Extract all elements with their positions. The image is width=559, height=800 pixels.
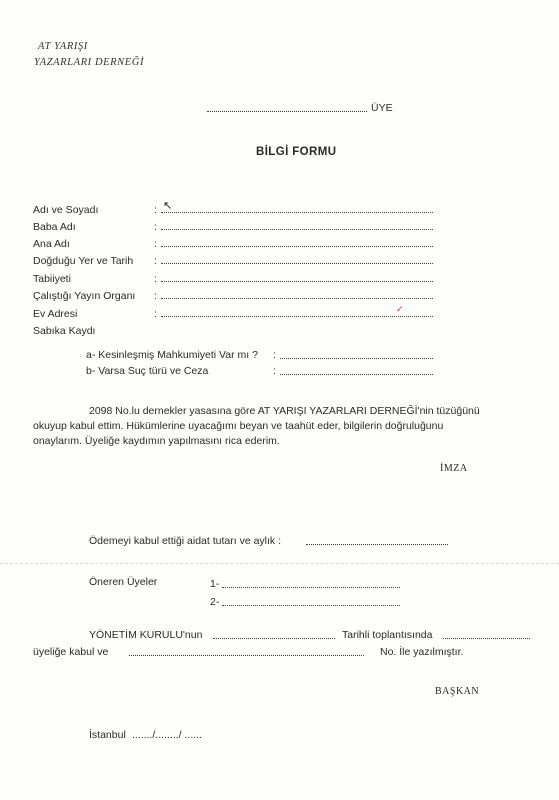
field-label-birthplace-date: Doğduğu Yer ve Tarih	[33, 255, 134, 267]
subfield-colon: :	[273, 365, 276, 377]
board-text-1: YÖNETİM KURULU'nun	[89, 629, 203, 641]
form-title: BİLGİ FORMU	[256, 146, 337, 158]
field-line-publication[interactable]	[161, 298, 433, 299]
subfield-colon: :	[273, 349, 276, 361]
field-line-address[interactable]	[161, 316, 433, 317]
field-line-father-name[interactable]	[161, 229, 433, 230]
place-label: İstanbul	[89, 729, 126, 741]
referrer-line-2[interactable]	[222, 605, 400, 606]
board-text-2: Tarihli toplantısında	[342, 629, 433, 641]
referrer-number-1: 1-	[210, 578, 220, 590]
field-line-mother-name[interactable]	[161, 246, 433, 247]
field-label-nationality: Tabiiyeti	[33, 273, 71, 285]
field-colon: :	[154, 290, 157, 302]
declaration-line2: okuyup kabul ettim. Hükümlerine uyacağımı beyan ve taahüt eder, bilgilerin doğruluğunu	[33, 420, 444, 432]
date-field[interactable]: ......./......../ ......	[132, 729, 203, 741]
board-acceptance-line[interactable]	[129, 655, 364, 656]
subfield-line-conviction[interactable]	[280, 358, 433, 359]
referrer-line-1[interactable]	[222, 587, 400, 588]
field-label-father-name: Baba Adı	[33, 221, 76, 233]
subfield-label-crime-type: b- Varsa Suç türü ve Ceza	[86, 365, 209, 377]
field-colon: :	[154, 221, 157, 233]
payment-line[interactable]	[306, 544, 448, 545]
field-colon: :	[154, 308, 157, 320]
field-label-mother-name: Ana Adı	[33, 238, 70, 250]
field-label-address: Ev Adresi	[33, 308, 78, 320]
board-date-line[interactable]	[443, 638, 530, 639]
cursor-mark-icon: ↖	[163, 200, 173, 212]
field-line-birthplace-date[interactable]	[161, 263, 433, 264]
field-colon: :	[154, 238, 157, 250]
field-line-name[interactable]	[161, 212, 433, 213]
pen-mark-icon: ✓	[396, 304, 404, 314]
member-label: ÜYE	[371, 102, 393, 114]
field-label-publication: Çalıştığı Yayın Organı	[33, 290, 136, 302]
board-meeting-line[interactable]	[213, 638, 335, 639]
field-line-nationality[interactable]	[161, 281, 433, 282]
subfield-label-conviction: a- Kesinleşmiş Mahkumiyeti Var mı ?	[86, 349, 258, 361]
referrer-number-2: 2-	[210, 596, 220, 608]
field-colon: :	[154, 204, 157, 216]
referrers-label: Öneren Üyeler	[89, 576, 158, 588]
subfield-line-crime-type[interactable]	[280, 374, 433, 375]
page-fold-line	[0, 563, 559, 564]
signature-label: İMZA	[440, 463, 468, 474]
declaration-line3: onaylarım. Üyeliğe kaydımın yapılmasını rica ederim.	[33, 435, 280, 447]
org-name-line2: YAZARLARI DERNEĞİ	[34, 57, 145, 68]
field-label-criminal-record: Sabıka Kaydı	[33, 325, 96, 337]
org-name-line1: AT YARIŞI	[38, 41, 88, 52]
board-text-4: No. İle yazılmıştır.	[380, 646, 464, 658]
field-label-name: Adı ve Soyadı	[33, 204, 99, 216]
member-number-field[interactable]	[207, 111, 367, 112]
payment-label: Ödemeyi kabul ettiği aidat tutarı ve aylık :	[89, 535, 282, 547]
field-colon: :	[154, 255, 157, 267]
field-colon: :	[154, 273, 157, 285]
declaration-line1: 2098 No.lu dernekler yasasına göre AT YARIŞI YAZARLARI DERNEĞİ'nin tüzüğünü	[89, 405, 480, 417]
president-label: BAŞKAN	[435, 686, 480, 697]
board-text-3: üyeliğe kabul ve	[33, 646, 109, 658]
